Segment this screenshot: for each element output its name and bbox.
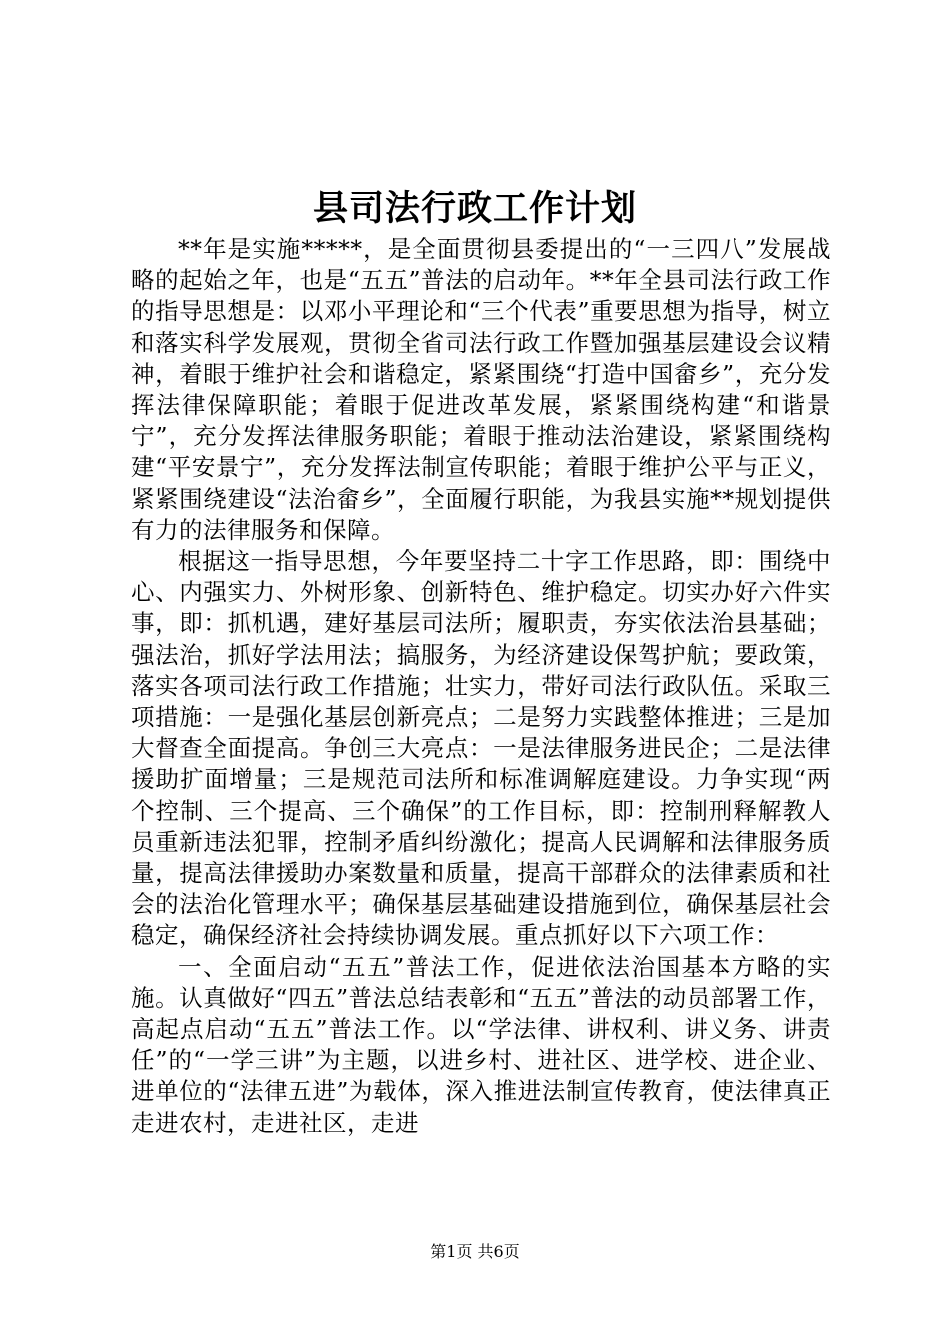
document-body [131,234,831,1139]
page-number-footer: 第1页 共6页 [430,1242,520,1261]
paragraph-section-one: 一、全面启动“五五”普法工作，促进依法治国基本方略的实施。认真做好“四五”普法总结表彰和“五五”普法的动员部署工作，高起点启动“五五”普法工作。以“学法律、讲权利、讲义务、讲责任”的“一学三讲”为主题，以进乡村、进社区、进学校、进企业、进单位的“法律五进”为载体，深入推进法制宣传教育，使法律真正走进农村，走进社区，走进 [131,952,831,1137]
paragraph-guiding-ideology: **年是实施*****，是全面贯彻县委提出的“一三四八”发展战略的起始之年，也是“五五”普法的启动年。**年全县司法行政工作的指导思想是：以邓小平理论和“三个代表”重要思想为指导，树立和落实科学发展观，贯彻全省司法行政工作暨加强基层建设会议精神，着眼于维护社会和谐稳定，紧紧围绕“打造中国畲乡”，充分发挥法律保障职能；着眼于促进改革发展，紧紧围绕构建“和谐景宁”，充分发挥法律服务职能；着眼于推动法治建设，紧紧围绕构建“平安景宁”，充分发挥法制宣传职能；着眼于维护公平与正义，紧紧围绕建设“法治畲乡”，全面履行职能，为我县实施**规划提供有力的法律服务和保障。 [131,235,831,544]
document-title: 县司法行政工作计划 [312,188,637,229]
paragraph-work-approach: 根据这一指导思想，今年要坚持二十字工作思路，即：围绕中心、内强实力、外树形象、创新特色、维护稳定。切实办好六件实事，即：抓机遇，建好基层司法所；履职责，夯实依法治县基础；强法治，抓好学法用法；搞服务，为经济建设保驾护航；要政策，落实各项司法行政工作措施；壮实力，带好司法行政队伍。采取三项措施：一是强化基层创新亮点；二是努力实践整体推进；三是加大督查全面提高。争创三大亮点：一是法律服务进民企；二是法律援助扩面增量；三是规范司法所和标准调解庭建设。力争实现“两个控制、三个提高、三个确保”的工作目标，即：控制刑释解教人员重新违法犯罪，控制矛盾纠纷激化；提高人民调解和法律服务质量，提高法律援助办案数量和质量，提高干部群众的法律素质和社会的法治化管理水平；确保基层基础建设措施到位，确保基层社会稳定，确保经济社会持续协调发展。重点抓好以下六项工作： [131,547,831,950]
